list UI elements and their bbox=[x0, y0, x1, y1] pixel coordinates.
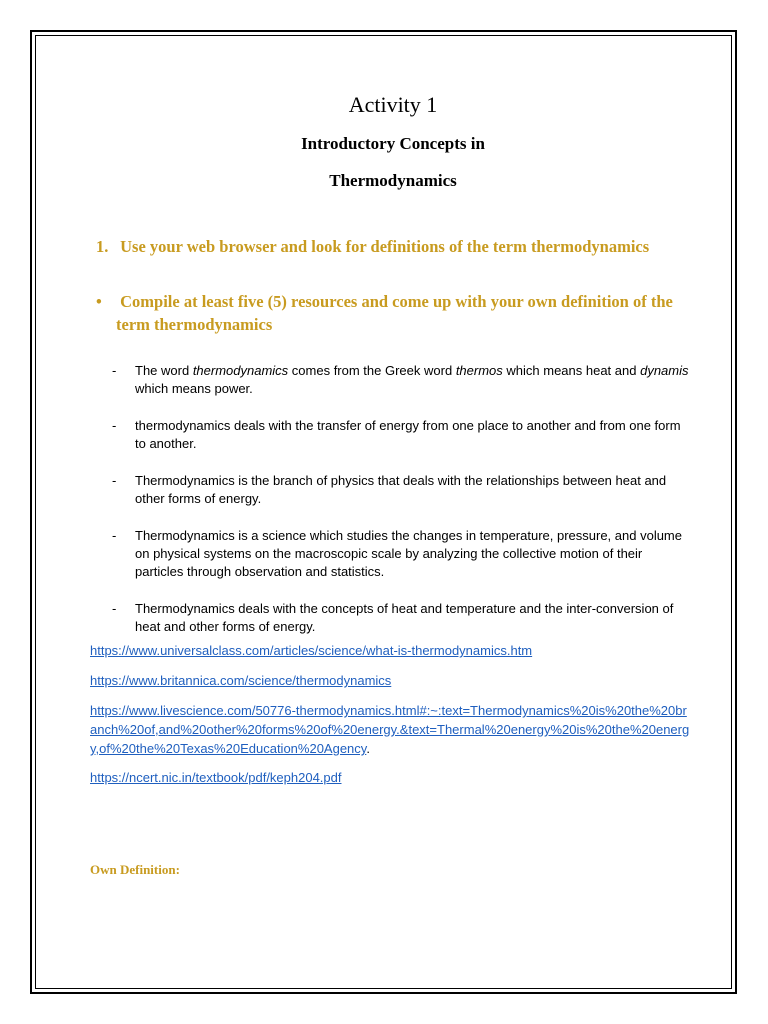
definition-text: which means heat and bbox=[502, 363, 641, 378]
definition-text: Thermodynamics is a science which studies the changes in temperature, pressure, and volume on physical systems on the macroscopic scale by analyzing the collective motion of their particles through observation and statistics. bbox=[135, 528, 682, 579]
instruction-1-text: Use your web browser and look for definitions of the term thermodynamics bbox=[120, 237, 650, 256]
definition-italic-term: thermodynamics bbox=[192, 363, 289, 378]
page-title: Activity 1 bbox=[348, 92, 438, 117]
instruction-1 bbox=[96, 235, 696, 258]
subtitle-line-2: Thermodynamics bbox=[329, 171, 457, 190]
definition-text: which means power. bbox=[135, 381, 253, 396]
instruction-1-number: 1. bbox=[96, 237, 109, 256]
reference-link-ncert[interactable]: https://ncert.nic.in/textbook/pdf/keph204.pdf bbox=[90, 770, 342, 785]
list-dash: - bbox=[112, 528, 117, 543]
reference-link-livescience-block bbox=[90, 701, 690, 758]
definition-item bbox=[112, 600, 692, 636]
definition-item bbox=[112, 362, 692, 398]
instruction-2 bbox=[96, 290, 696, 336]
reference-link-livescience[interactable]: https://www.livescience.com/50776-thermodynamics.html#:~:text=Thermodynamics%20is%20the%20branch%20of,and%20other%20forms%20of%20energy.&text=Thermal%20energy%20is%20the%20energy,of%20the%20Texas%20Education%20Agency bbox=[90, 703, 690, 756]
definition-item bbox=[112, 527, 692, 581]
reference-link-britannica[interactable]: https://www.britannica.com/science/thermodynamics bbox=[90, 673, 392, 688]
references-list bbox=[90, 641, 690, 798]
own-definition-label: Own Definition: bbox=[90, 862, 180, 877]
definition-text: Thermodynamics deals with the concepts of heat and temperature and the inter-conversion of heat and other forms of energy. bbox=[135, 601, 674, 634]
definition-italic-term: thermos bbox=[455, 363, 503, 378]
definition-item bbox=[112, 472, 692, 508]
list-dash: - bbox=[112, 363, 117, 378]
list-dash: - bbox=[112, 473, 117, 488]
definitions-list bbox=[112, 362, 692, 655]
subtitle-line-1: Introductory Concepts in bbox=[301, 134, 485, 153]
definition-item bbox=[112, 417, 692, 453]
instruction-2-text: Compile at least five (5) resources and come up with your own definition of the term thermodynamics bbox=[116, 292, 673, 334]
reference-link-universalclass[interactable]: https://www.universalclass.com/articles/science/what-is-thermodynamics.htm bbox=[90, 643, 533, 658]
definition-text: comes from the Greek word bbox=[288, 363, 456, 378]
definition-italic-term: dynamis bbox=[640, 363, 689, 378]
list-dash: - bbox=[112, 418, 117, 433]
list-dash: - bbox=[112, 601, 117, 616]
definition-text: thermodynamics deals with the transfer of energy from one place to another and from one form to another. bbox=[135, 418, 681, 451]
definition-text: The word bbox=[135, 363, 193, 378]
definition-text: Thermodynamics is the branch of physics that deals with the relationships between heat and other forms of energy. bbox=[135, 473, 667, 506]
link-trailing-period: . bbox=[366, 741, 370, 756]
instruction-2-bullet: • bbox=[96, 292, 102, 311]
